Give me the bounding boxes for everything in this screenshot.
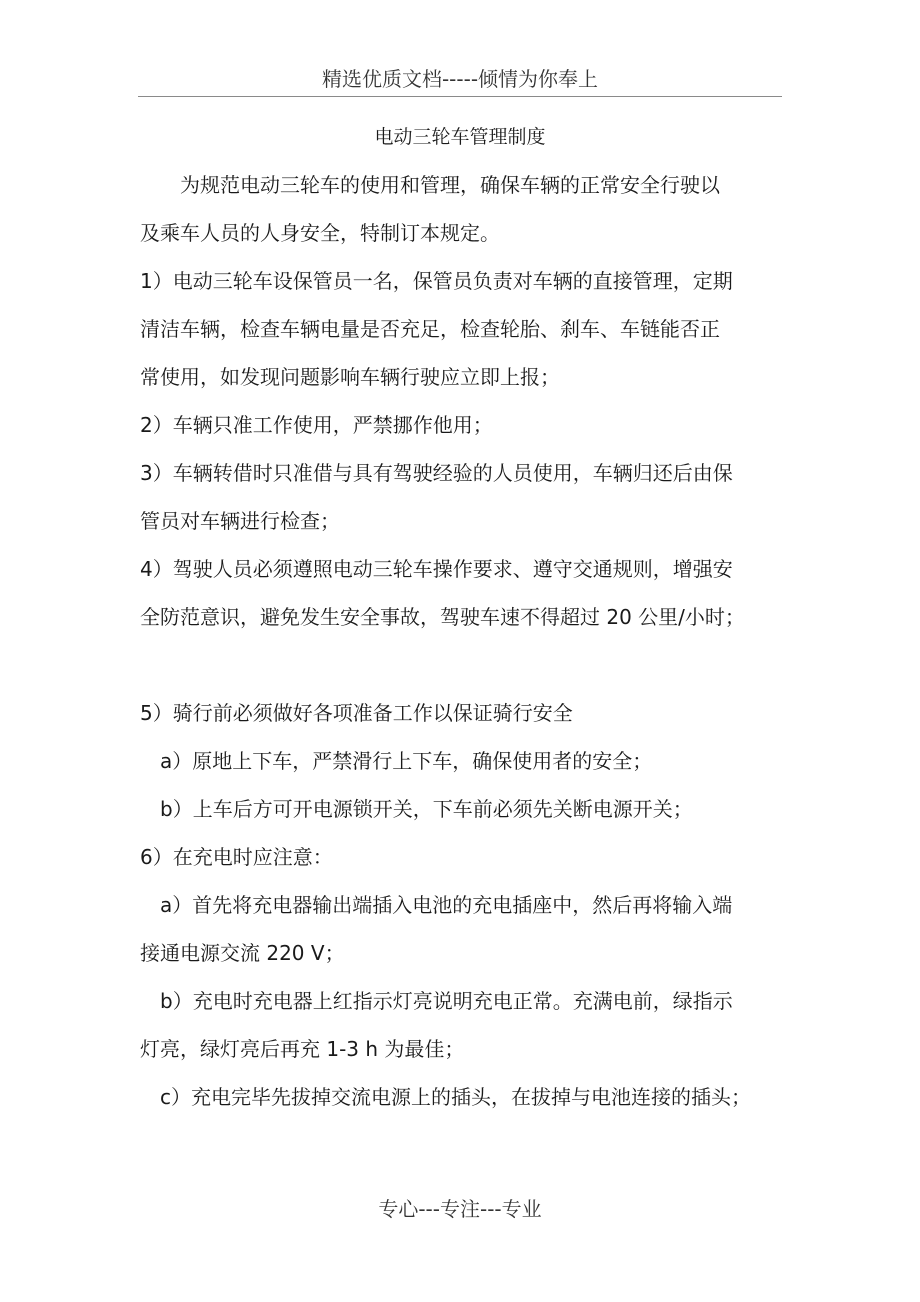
paragraph-line: 2）车辆只准工作使用，严禁挪作他用； bbox=[140, 413, 493, 437]
paragraph-line: b）上车后方可开电源锁开关，下车前必须先关断电源开关； bbox=[160, 797, 693, 821]
paragraph-line: a）首先将充电器输出端插入电池的充电插座中，然后再将输入端 bbox=[160, 893, 733, 917]
page-header bbox=[138, 64, 782, 97]
paragraph-line: 6）在充电时应注意： bbox=[140, 845, 333, 869]
paragraph-line: 管员对车辆进行检查； bbox=[140, 509, 340, 533]
paragraph-line: 全防范意识，避免发生安全事故，驾驶车速不得超过 20 公里/小时； bbox=[140, 605, 745, 629]
paragraph-line: 5）骑行前必须做好各项准备工作以保证骑行安全 bbox=[140, 701, 573, 725]
page-footer: 专心---专注---专业 bbox=[378, 1197, 542, 1221]
paragraph-line: 4）驾驶人员必须遵照电动三轮车操作要求、遵守交通规则，增强安 bbox=[140, 557, 733, 581]
paragraph-line: 3）车辆转借时只准借与具有驾驶经验的人员使用，车辆归还后由保 bbox=[140, 461, 733, 485]
paragraph-line: 接通电源交流 220 V； bbox=[140, 941, 345, 965]
paragraph-line: 及乘车人员的人身安全，特制订本规定。 bbox=[140, 221, 500, 245]
header-text: 精选优质文档-----倾情为你奉上 bbox=[321, 67, 599, 91]
paragraph-line: 灯亮，绿灯亮后再充 1-3 h 为最佳； bbox=[140, 1037, 465, 1061]
paragraph-line: b）充电时充电器上红指示灯亮说明充电正常。充满电前，绿指示 bbox=[160, 989, 733, 1013]
paragraph-line: 1）电动三轮车设保管员一名，保管员负责对车辆的直接管理，定期 bbox=[140, 269, 733, 293]
paragraph-line: 常使用，如发现问题影响车辆行驶应立即上报； bbox=[140, 365, 560, 389]
paragraph-line: c）充电完毕先拔掉交流电源上的插头，在拔掉与电池连接的插头； bbox=[160, 1085, 751, 1109]
paragraph-line: 为规范电动三轮车的使用和管理，确保车辆的正常安全行驶以 bbox=[180, 173, 720, 197]
document-title: 电动三轮车管理制度 bbox=[374, 126, 546, 148]
paragraph-line: 清洁车辆，检查车辆电量是否充足，检查轮胎、刹车、车链能否正 bbox=[140, 317, 720, 341]
paragraph-line: a）原地上下车，严禁滑行上下车，确保使用者的安全； bbox=[160, 749, 653, 773]
